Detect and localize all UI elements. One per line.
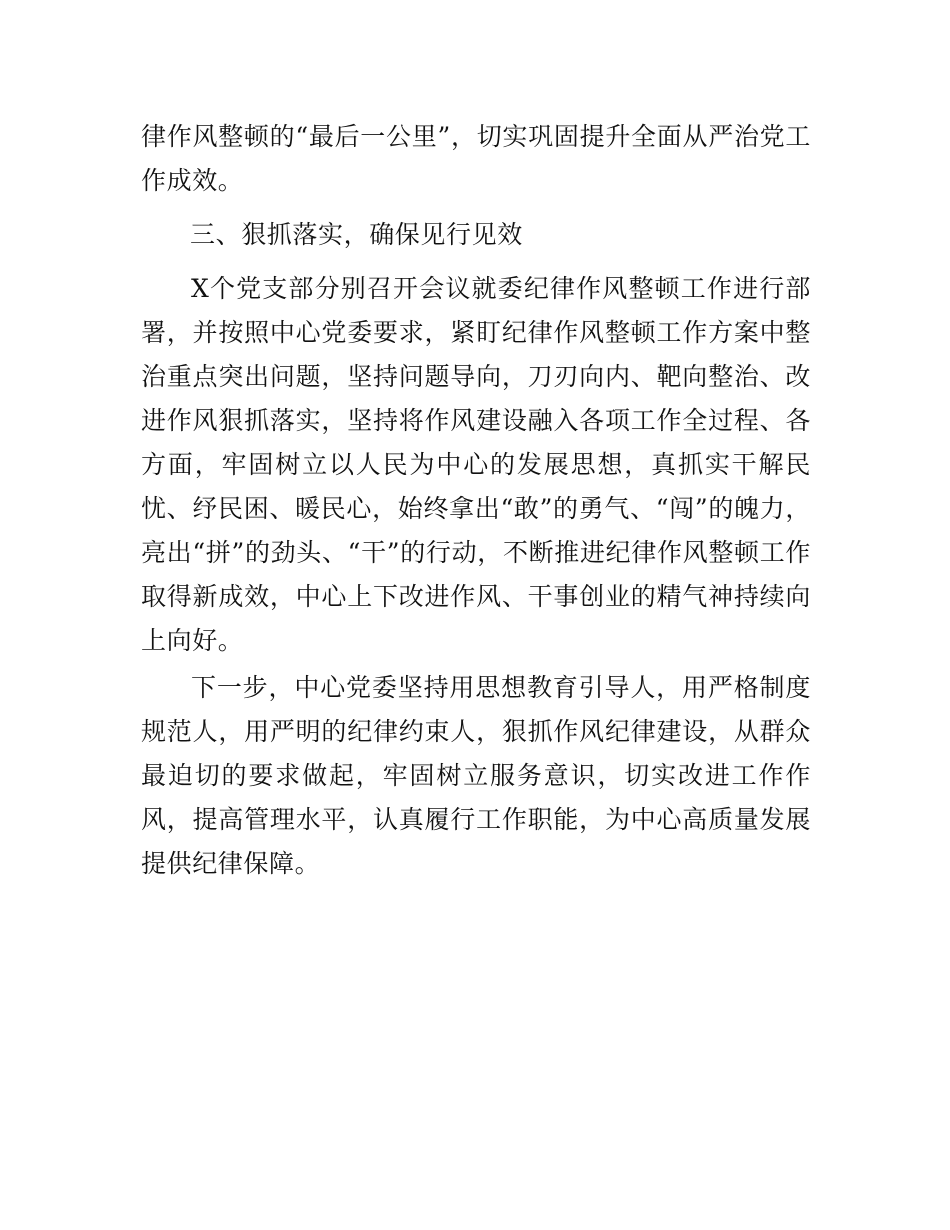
- section-heading: 三、狠抓落实，确保见行见效: [190, 220, 523, 249]
- paragraph-next-steps: 下一步，中心党委坚持用思想教育引导人，用严格制度规范人，用严明的纪律约束人，狠抓作风纪律建设，从群众最迫切的要求做起，牢固树立服务意识，切实改进工作作风，提高管理水平，认真履行工作职能，为中心高质量发展提供纪律保障。: [141, 673, 811, 878]
- paragraph-continuation: 律作风整顿的“最后一公里”，切实巩固提升全面从严治党工作成效。: [141, 122, 811, 195]
- paragraph-body: X个党支部分别召开会议就委纪律作风整顿工作进行部署，并按照中心党委要求，紧盯纪律作风整顿工作方案中整治重点突出问题，坚持问题导向，刀刃向内、靶向整治、改进作风狠抓落实，坚持将作风建设融入各项工作全过程、各方面，牢固树立以人民为中心的发展思想，真抓实干解民忧、纾民困、暖民心，始终拿出“敢”的勇气、“闯”的魄力，亮出“拼”的劲头、“干”的行动，不断推进纪律作风整顿工作取得新成效，中心上下改进作风、干事创业的精气神持续向上向好。: [141, 274, 811, 655]
